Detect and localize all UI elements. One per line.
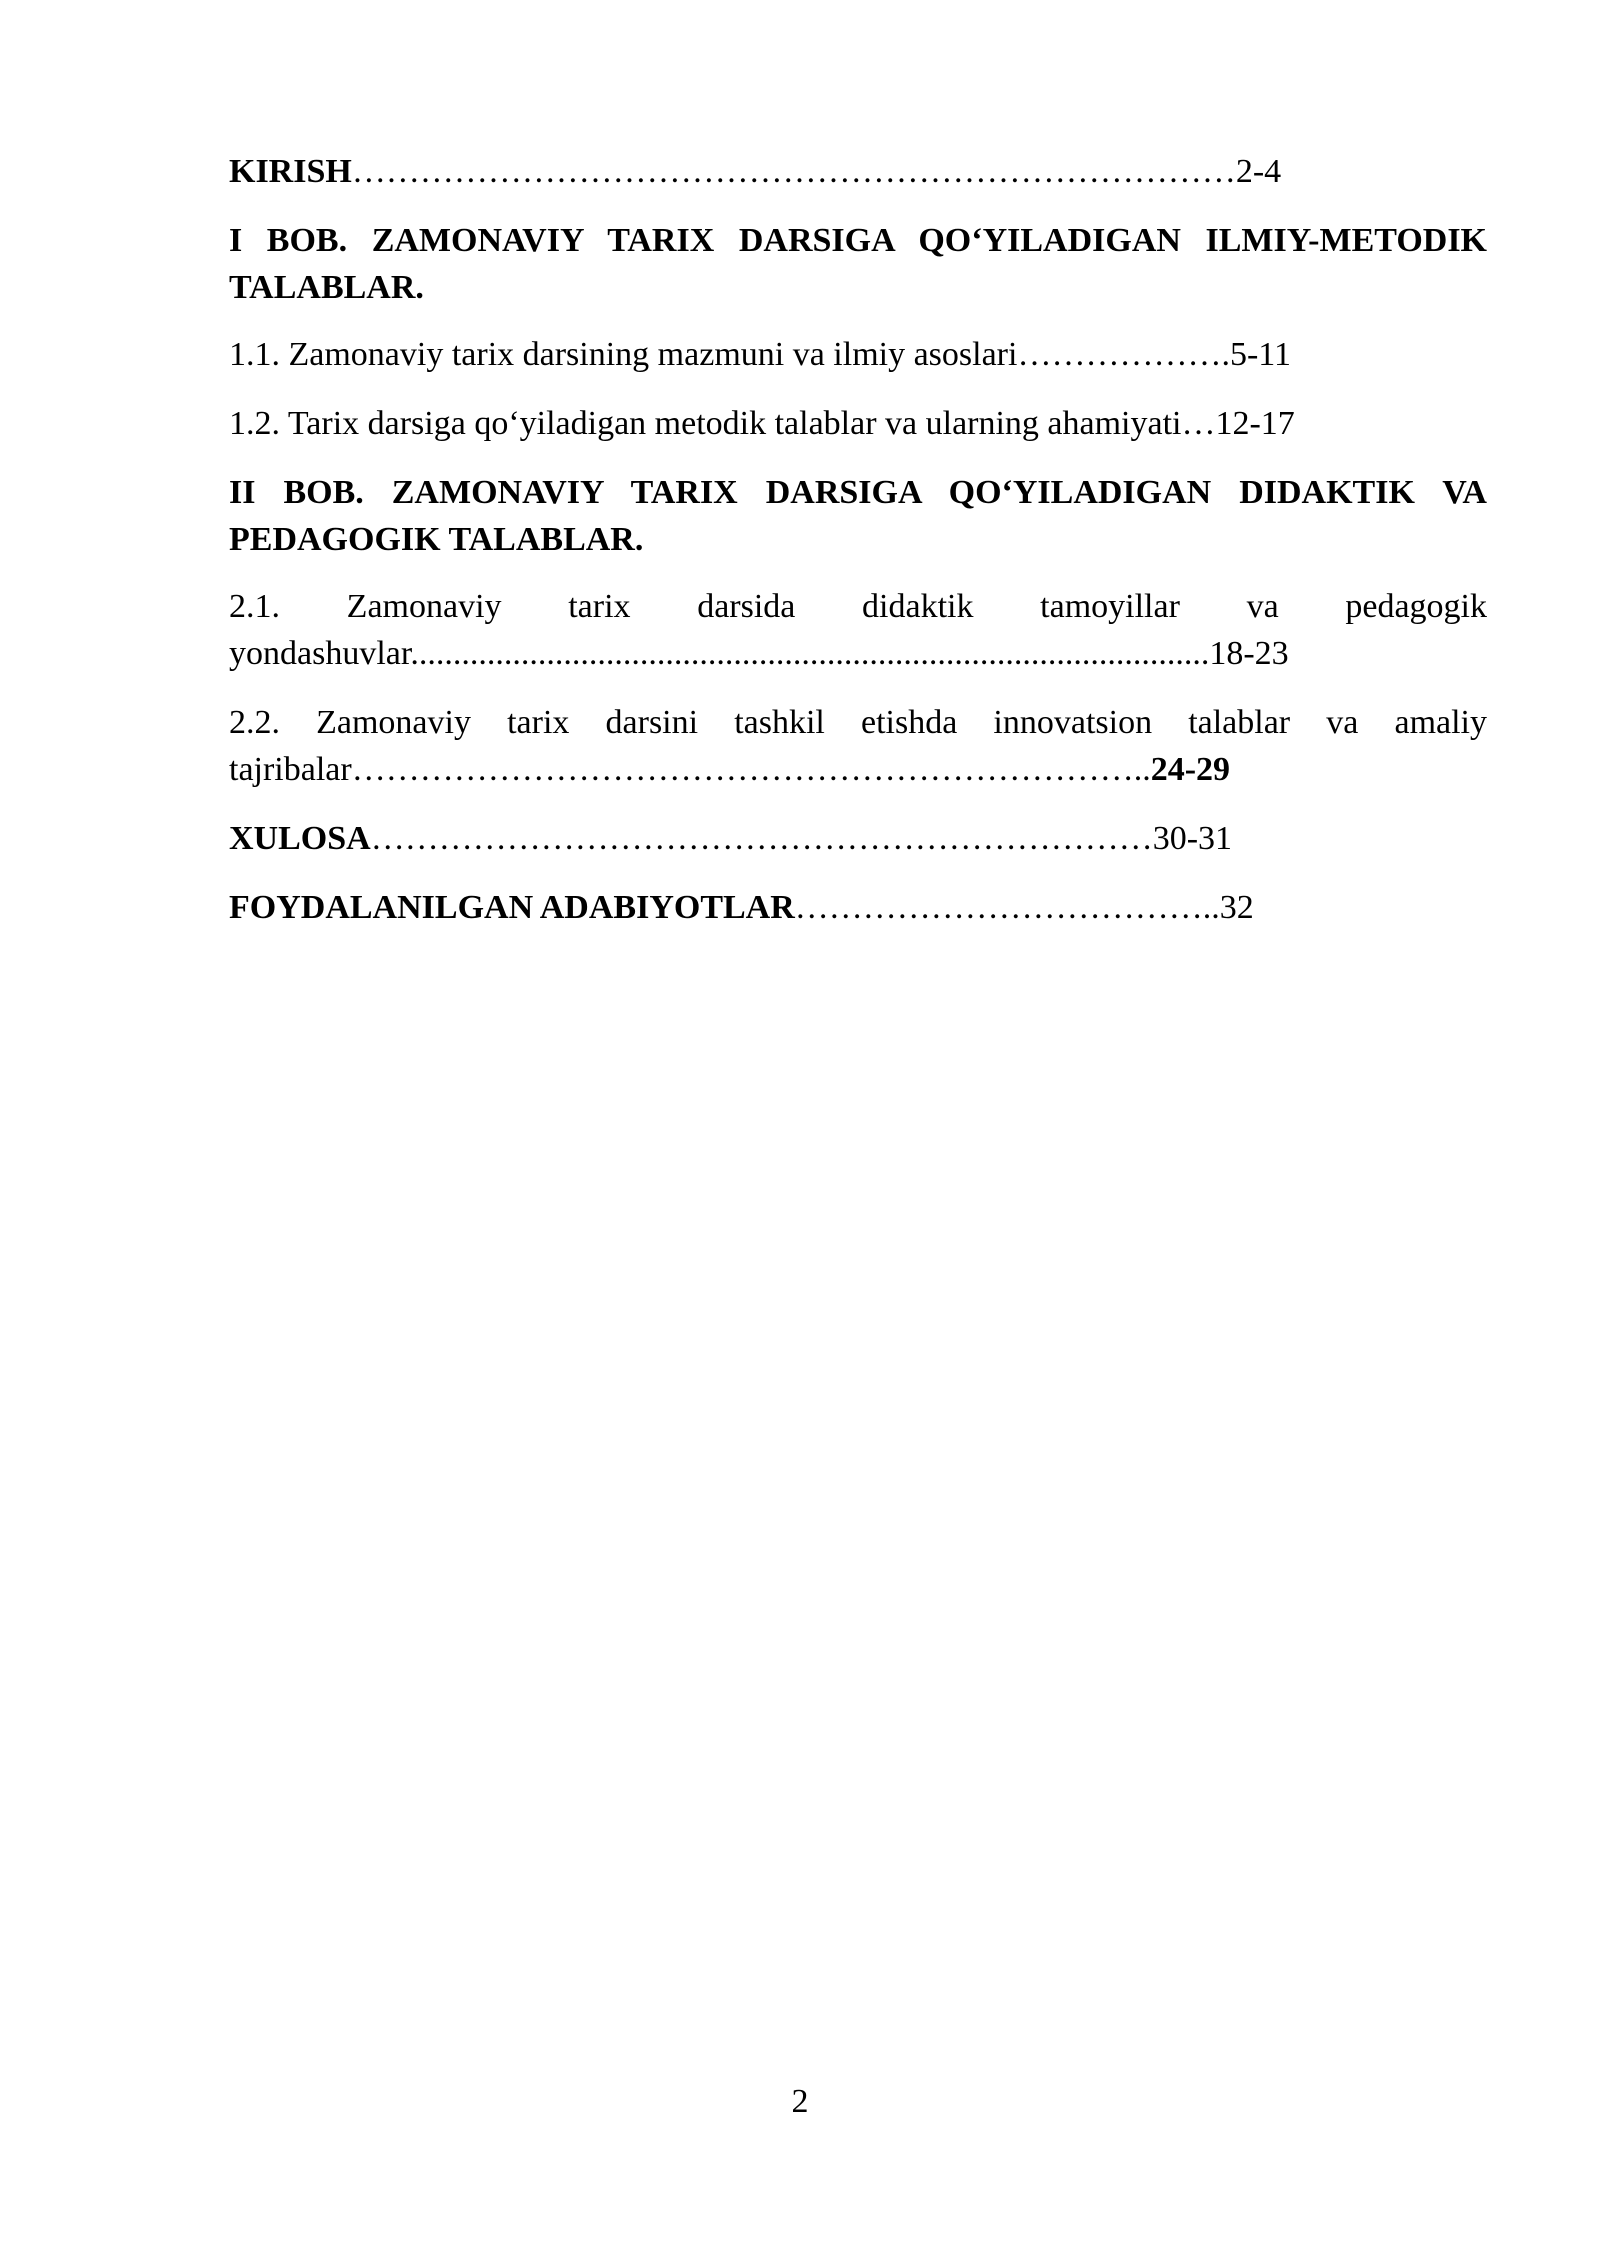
toc-title: 2.1. Zamonaviy tarix darsida didaktik tamoyillar va pedagogik yondashuvlar (229, 588, 1487, 672)
toc-title: 1.2. Tarix darsiga qo‘yiladigan metodik talablar va ularning ahamiyati (229, 405, 1182, 442)
toc-pages: 2-4 (1235, 153, 1282, 190)
toc-title: I BOB. ZAMONAVIY TARIX DARSIGA QO‘YILADIGAN ILMIY-METODIK TALABLAR. (229, 222, 1487, 306)
toc-title: KIRISH (229, 153, 352, 190)
toc-pages: 32 (1219, 889, 1254, 926)
table-of-contents (229, 148, 1487, 953)
toc-leader: … (1181, 405, 1216, 442)
toc-leader: ………………. (1017, 336, 1230, 373)
toc-pages: 30-31 (1152, 820, 1233, 857)
toc-pages: 18-23 (1209, 635, 1289, 672)
toc-title: FOYDALANILGAN ADABIYOTLAR (229, 889, 795, 926)
toc-leader: .............................................................................................. (410, 635, 1210, 672)
toc-leader: …………………………………………………………… (370, 820, 1153, 857)
toc-chapter-1 (229, 217, 1487, 311)
toc-leader: ……………………………….. (794, 889, 1220, 926)
toc-entry-2-2 (229, 699, 1487, 793)
toc-title: XULOSA (229, 820, 371, 857)
toc-title: 1.1. Zamonaviy tarix darsining mazmuni va ilmiy asoslari (229, 336, 1018, 373)
toc-title: II BOB. ZAMONAVIY TARIX DARSIGA QO‘YILADIGAN DIDAKTIK VA PEDAGOGIK TALABLAR. (229, 474, 1487, 558)
toc-pages: 12-17 (1215, 405, 1295, 442)
toc-chapter-2 (229, 469, 1487, 563)
toc-entry-kirish (229, 148, 1487, 195)
toc-entry-1-2 (229, 400, 1487, 447)
page-number: 2 (791, 2083, 809, 2120)
toc-leader: …………………………………………………………………… (351, 153, 1236, 190)
toc-entry-2-1 (229, 583, 1487, 677)
toc-leader: …………………………………………………………….. (351, 751, 1151, 788)
toc-pages: 24-29 (1150, 751, 1231, 788)
toc-entry-adabiyotlar (229, 884, 1487, 931)
toc-entry-xulosa (229, 815, 1487, 862)
toc-title: 2.2. Zamonaviy tarix darsini tashkil etishda innovatsion talablar va amaliy tajribalar (229, 704, 1487, 788)
toc-pages: 5-11 (1229, 336, 1292, 373)
toc-entry-1-1 (229, 331, 1487, 378)
